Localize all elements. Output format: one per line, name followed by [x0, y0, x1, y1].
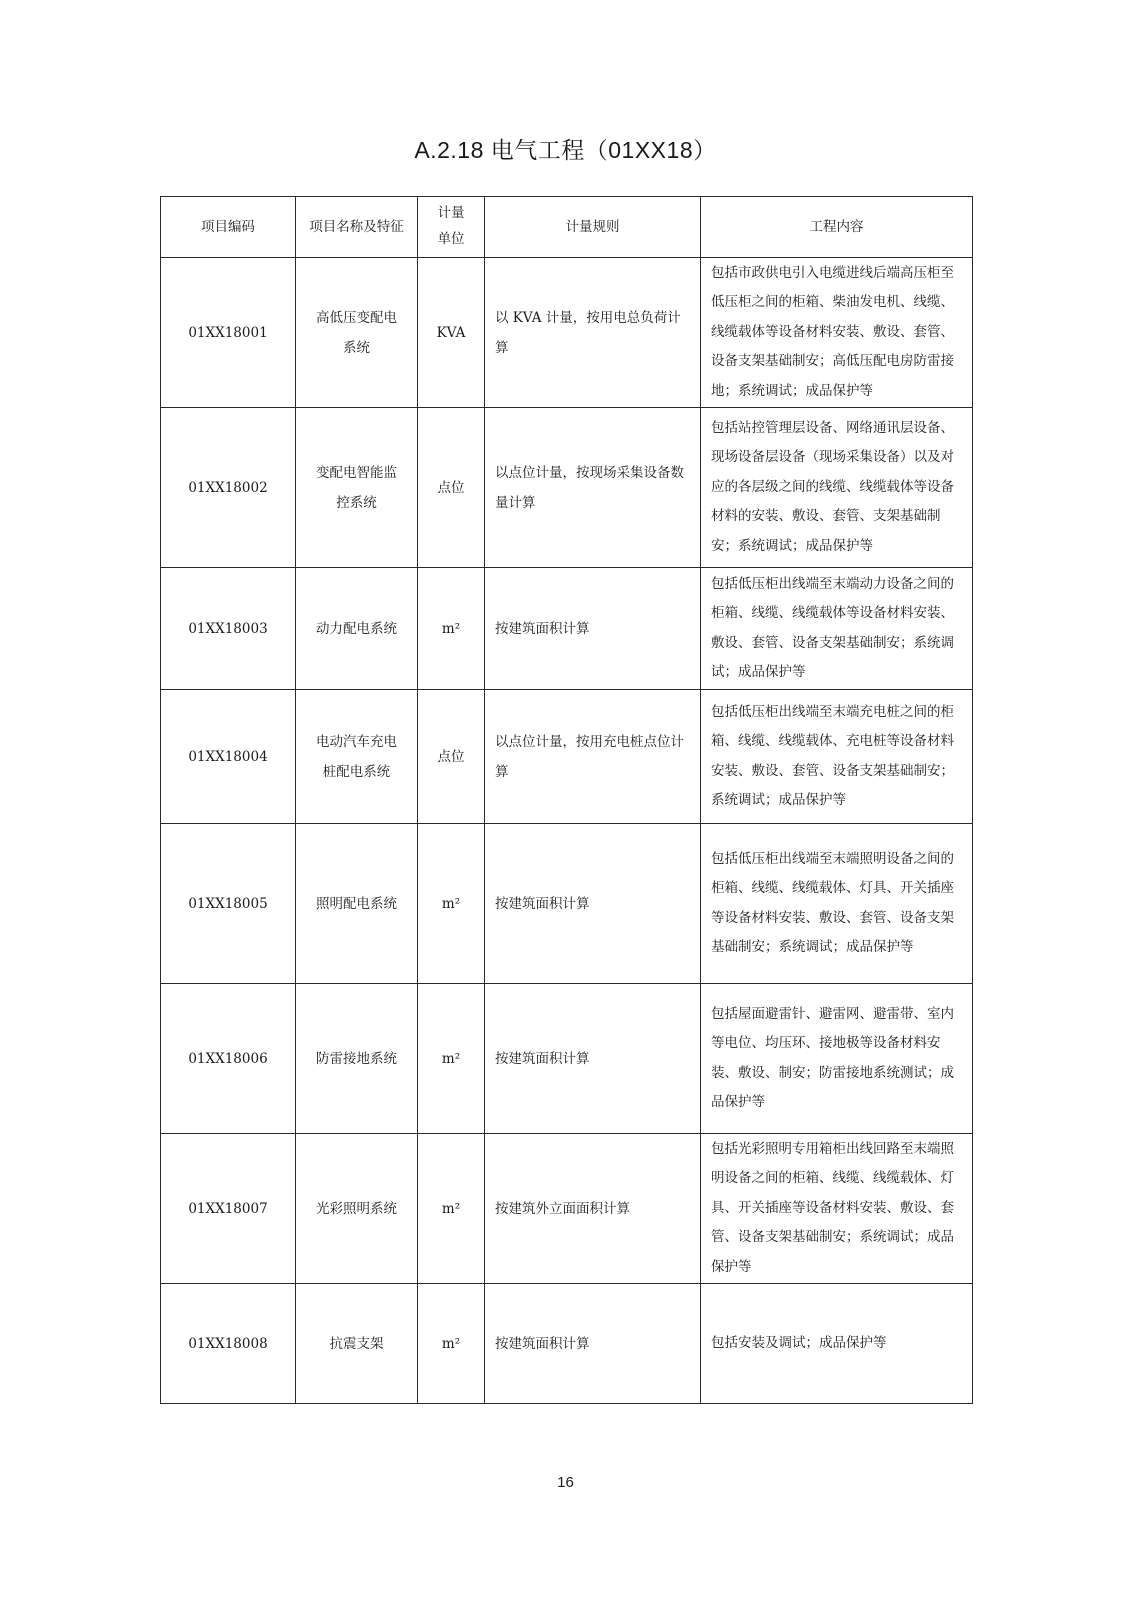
row-content: 包括低压柜出线端至末端照明设备之间的柜箱、线缆、线缆载体、灯具、开关插座等设备材料安装、敷设、套管、设备支架基础制安；系统调试；成品保护等 — [701, 824, 973, 984]
row-unit: m² — [418, 568, 485, 690]
row-rule: 以点位计量，按现场采集设备数量计算 — [485, 408, 701, 568]
row-unit: m² — [418, 984, 485, 1134]
row-rule: 以点位计量，按用充电桩点位计算 — [485, 690, 701, 824]
row-rule: 按建筑面积计算 — [485, 568, 701, 690]
table-header-row — [161, 197, 973, 258]
header-name: 项目名称及特征 — [296, 197, 418, 258]
row-content: 包括低压柜出线端至末端动力设备之间的柜箱、线缆、线缆载体等设备材料安装、敷设、套管、设备支架基础制安；系统调试；成品保护等 — [701, 568, 973, 690]
row-content: 包括屋面避雷针、避雷网、避雷带、室内等电位、均压环、接地极等设备材料安装、敷设、制安；防雷接地系统测试；成品保护等 — [701, 984, 973, 1134]
row-name: 动力配电系统 — [296, 568, 418, 690]
bill-of-quantities-table — [160, 196, 973, 1404]
row-rule: 按建筑面积计算 — [485, 984, 701, 1134]
row-code: 01XX18002 — [161, 408, 296, 568]
row-name: 高低压变配电系统 — [296, 258, 418, 408]
header-code: 项目编码 — [161, 197, 296, 258]
row-content: 包括站控管理层设备、网络通讯层设备、现场设备层设备（现场采集设备）以及对应的各层级之间的线缆、线缆载体等设备材料的安装、敷设、套管、支架基础制安；系统调试；成品保护等 — [701, 408, 973, 568]
row-unit: KVA — [418, 258, 485, 408]
table-row — [161, 690, 973, 824]
row-unit: m² — [418, 1284, 485, 1404]
table-row — [161, 258, 973, 408]
header-rule: 计量规则 — [485, 197, 701, 258]
row-unit: m² — [418, 1134, 485, 1284]
row-name: 照明配电系统 — [296, 824, 418, 984]
row-rule: 按建筑外立面面积计算 — [485, 1134, 701, 1284]
row-code: 01XX18008 — [161, 1284, 296, 1404]
table-row — [161, 1284, 973, 1404]
page-number: 16 — [557, 1474, 574, 1491]
row-code: 01XX18004 — [161, 690, 296, 824]
row-content: 包括光彩照明专用箱柜出线回路至末端照明设备之间的柜箱、线缆、线缆载体、灯具、开关插座等设备材料安装、敷设、套管、设备支架基础制安；系统调试；成品保护等 — [701, 1134, 973, 1284]
header-content: 工程内容 — [701, 197, 973, 258]
row-name: 电动汽车充电桩配电系统 — [296, 690, 418, 824]
row-unit: 点位 — [418, 408, 485, 568]
row-name: 变配电智能监控系统 — [296, 408, 418, 568]
row-content: 包括市政供电引入电缆进线后端高压柜至低压柜之间的柜箱、柴油发电机、线缆、线缆载体等设备材料安装、敷设、套管、设备支架基础制安；高低压配电房防雷接地；系统调试；成品保护等 — [701, 258, 973, 408]
table-row — [161, 824, 973, 984]
page-title: A.2.18 电气工程（01XX18） — [414, 137, 717, 163]
row-code: 01XX18007 — [161, 1134, 296, 1284]
table-row — [161, 1134, 973, 1284]
row-code: 01XX18001 — [161, 258, 296, 408]
table-row — [161, 568, 973, 690]
row-unit: m² — [418, 824, 485, 984]
row-content: 包括安装及调试；成品保护等 — [701, 1284, 973, 1404]
row-code: 01XX18006 — [161, 984, 296, 1134]
row-content: 包括低压柜出线端至末端充电桩之间的柜箱、线缆、线缆载体、充电桩等设备材料安装、敷设、套管、设备支架基础制安；系统调试；成品保护等 — [701, 690, 973, 824]
row-name: 防雷接地系统 — [296, 984, 418, 1134]
row-unit: 点位 — [418, 690, 485, 824]
table-row — [161, 408, 973, 568]
row-code: 01XX18005 — [161, 824, 296, 984]
table-row — [161, 984, 973, 1134]
row-rule: 以 KVA 计量，按用电总负荷计算 — [485, 258, 701, 408]
row-name: 抗震支架 — [296, 1284, 418, 1404]
row-rule: 按建筑面积计算 — [485, 824, 701, 984]
row-name: 光彩照明系统 — [296, 1134, 418, 1284]
row-rule: 按建筑面积计算 — [485, 1284, 701, 1404]
header-unit: 计量单位 — [418, 197, 485, 258]
row-code: 01XX18003 — [161, 568, 296, 690]
